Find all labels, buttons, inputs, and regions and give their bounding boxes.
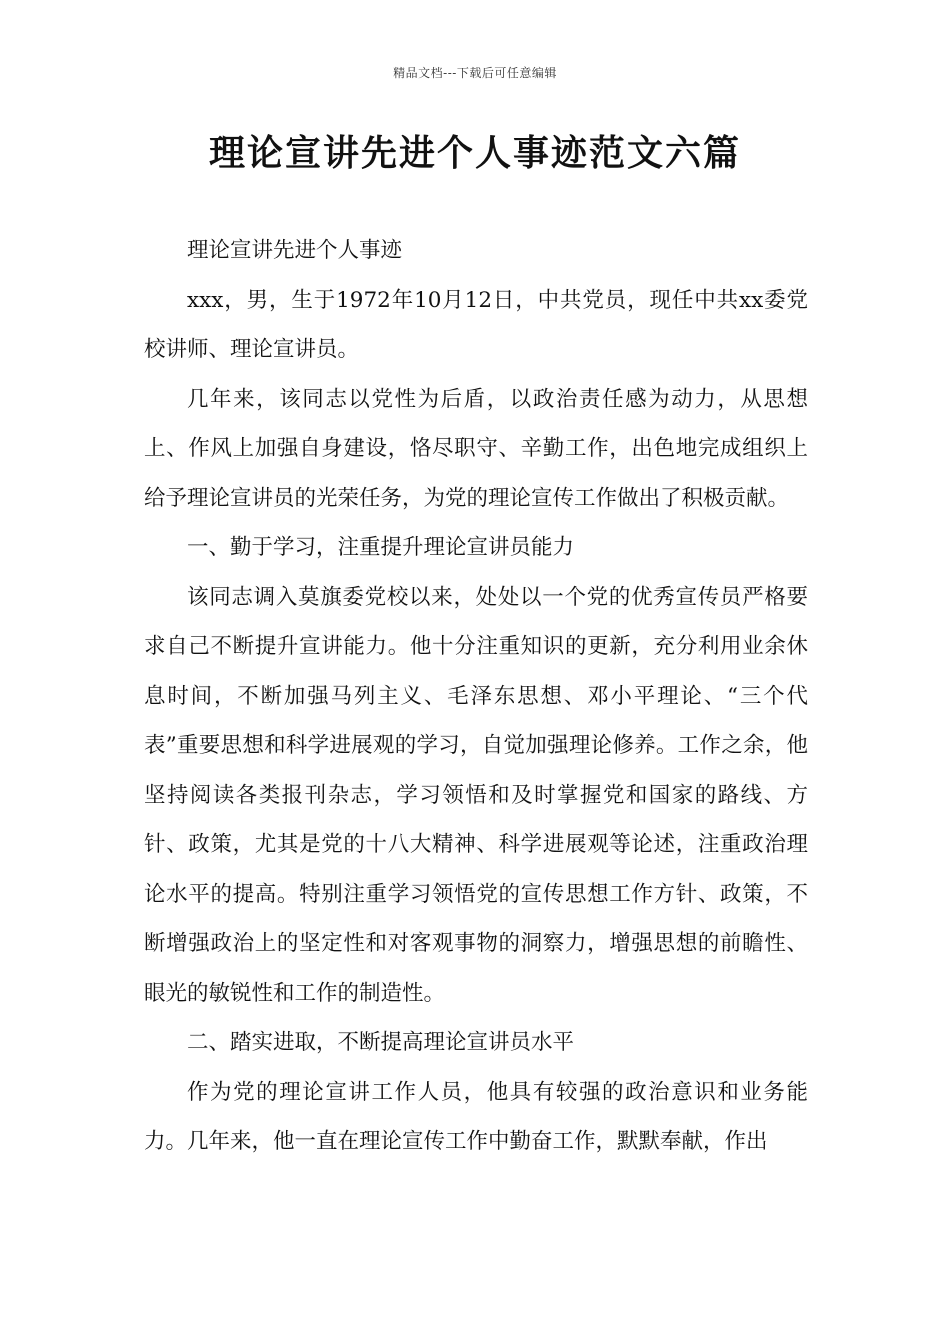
document-body [144,226,808,1167]
header-note: 精品文档---下载后可任意编辑 [393,66,557,80]
paragraph-subtitle: 理论宣讲先进个人事迹 [187,238,403,263]
paragraph-profile: xxx，男，生于1972年10月12日，中共党员，现任中共xx委党校讲师、理论宣讲员。 [144,287,808,362]
paragraph-section-1: 该同志调入莫旗委党校以来，处处以一个党的优秀宣传员严格要求自己不断提升宣讲能力。他十分注重知识的更新，充分利用业余休息时间，不断加强马列主义、毛泽东思想、邓小平理论、“三个代表”重要思想和科学进展观的学习，自觉加强理论修养。工作之余，他坚持阅读各类报刊杂志，学习领悟和及时掌握党和国家的路线、方针、政策，尤其是党的十八大精神、科学进展观等论述，注重政治理论水平的提高。特别注重学习领悟党的宣传思想工作方针、政策，不断增强政治上的坚定性和对客观事物的洞察力，增强思想的前瞻性、眼光的敏锐性和工作的制造性。 [144,584,808,1006]
paragraph-intro: 几年来，该同志以党性为后盾，以政治责任感为动力，从思想上、作风上加强自身建设，恪尽职守、辛勤工作，出色地完成组织上给予理论宣讲员的光荣任务，为党的理论宣传工作做出了积极贡献。 [144,386,808,511]
document-title: 理论宣讲先进个人事迹范文六篇 [208,132,741,174]
section-heading-1: 一、勤于学习，注重提升理论宣讲员能力 [187,535,575,560]
paragraph-section-2: 作为党的理论宣讲工作人员，他具有较强的政治意识和业务能力。几年来，他一直在理论宣传工作中勤奋工作，默默奉献，作出 [144,1079,808,1154]
section-heading-2: 二、踏实进取，不断提高理论宣讲员水平 [187,1030,575,1055]
